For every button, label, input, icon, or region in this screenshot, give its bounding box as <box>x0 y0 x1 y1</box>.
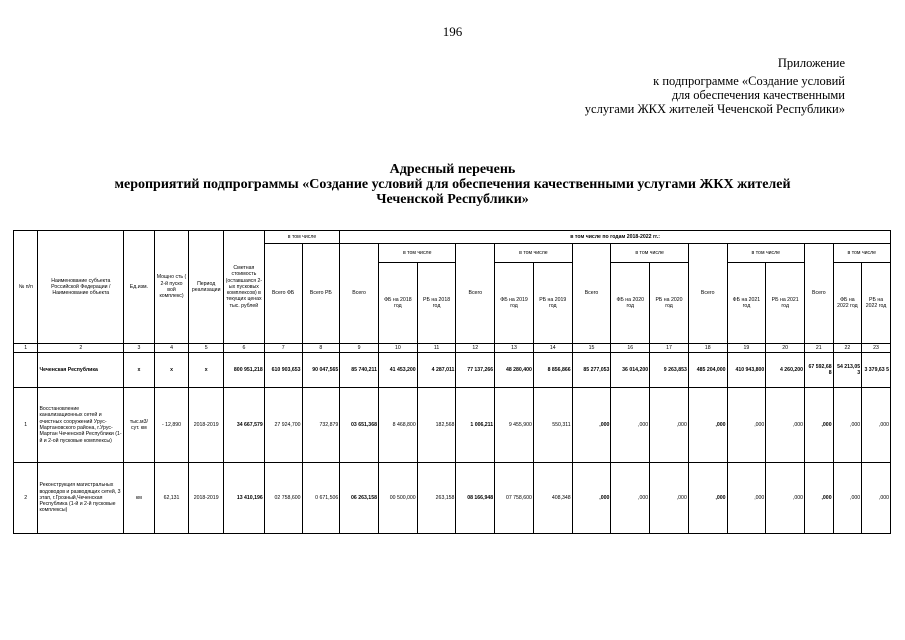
column-number: 11 <box>417 344 456 353</box>
table-cell: 0 671,506 <box>302 463 340 534</box>
table-cell: 2018-2019 <box>189 463 224 534</box>
table-cell: км <box>124 463 155 534</box>
header-incl-2021: в том числе <box>727 244 804 263</box>
column-number: 20 <box>766 344 805 353</box>
table-cell: ,000 <box>766 463 805 534</box>
header-incl: в том числе <box>264 231 339 244</box>
column-number: 9 <box>340 344 379 353</box>
appendix-line: услугами ЖКХ жителей Чеченской Республики» <box>584 102 845 116</box>
header-fb-2019: ФБ на 2019 год <box>495 263 534 344</box>
table-cell: 4 287,011 <box>417 353 456 388</box>
header-cost: Сметная стоимость (оставшаяся 2-ых пусковых комплексов) в текущих ценах тыс. рублей <box>224 231 265 344</box>
header-total-2018: Всего <box>340 244 379 344</box>
header-rb-2019: РБ на 2019 год <box>533 263 572 344</box>
column-number: 18 <box>688 344 727 353</box>
column-number-row <box>14 344 891 353</box>
table-cell: 410 943,800 <box>727 353 766 388</box>
header-rb-2018: РБ на 2018 год <box>417 263 456 344</box>
table-cell: ,000 <box>805 388 834 463</box>
table-cell: ,000 <box>611 463 650 534</box>
table-cell: ,000 <box>727 388 766 463</box>
appendix-block <box>585 56 845 116</box>
header-total-2019: Всего <box>456 244 495 344</box>
header-fb-2020: ФБ на 2020 год <box>611 263 650 344</box>
table-cell: 8 856,866 <box>533 353 572 388</box>
table-cell: 9 455,900 <box>495 388 534 463</box>
table-cell: ,000 <box>572 388 611 463</box>
table-cell: - 12,890 <box>154 388 189 463</box>
header-unit: Ед.изм. <box>124 231 155 344</box>
table-cell: 610 903,653 <box>264 353 302 388</box>
table-cell: Реконструкция магистральных водоводов и разводящих сетей, 3 этап, г.Грозный,Чеченская Республика (1-й и 2-й пусковые комплексы) <box>38 463 124 534</box>
table-cell: 62,131 <box>154 463 189 534</box>
header-years-span: в том числе по годам 2018-2022 гг.: <box>340 231 891 244</box>
table-cell: ,000 <box>862 463 891 534</box>
table-cell: 77 137,266 <box>456 353 495 388</box>
column-number: 23 <box>862 344 891 353</box>
header-incl-2018: в том числе <box>378 244 455 263</box>
appendix-title: Приложение <box>777 56 845 70</box>
table-cell: 27 924,700 <box>264 388 302 463</box>
header-total-fb: Всего ФБ <box>264 244 302 344</box>
table-cell: 263,158 <box>417 463 456 534</box>
table-cell: ,000 <box>862 388 891 463</box>
header-period: Период реализации <box>189 231 224 344</box>
header-rb-2020: РБ на 2020 год <box>650 263 689 344</box>
column-number: 6 <box>224 344 265 353</box>
header-total-2020: Всего <box>572 244 611 344</box>
header-fb-2021: ФБ на 2021 год <box>727 263 766 344</box>
table-cell: 03 651,368 <box>340 388 379 463</box>
table-cell: 08 166,948 <box>456 463 495 534</box>
table-cell: 800 951,218 <box>224 353 265 388</box>
table-cell: 4 260,200 <box>766 353 805 388</box>
header-fb-2018: ФБ на 2018 год <box>378 263 417 344</box>
header-total-2021: Всего <box>688 244 727 344</box>
document-title-line: Чеченской Республики» <box>376 192 529 207</box>
table-cell: 408,348 <box>533 463 572 534</box>
table-cell: ,000 <box>833 388 862 463</box>
header-incl-2020: в том числе <box>611 244 688 263</box>
table-row <box>14 463 891 534</box>
table-cell: тыс.м3/ сут. км <box>124 388 155 463</box>
column-number: 15 <box>572 344 611 353</box>
table-cell: 48 280,400 <box>495 353 534 388</box>
header-capacity: Мощно сть ( 2-й пуско вой комплекс) <box>154 231 189 344</box>
column-number: 21 <box>805 344 834 353</box>
table-cell: 2018-2019 <box>189 388 224 463</box>
table-cell: 13 410,196 <box>224 463 265 534</box>
column-number: 14 <box>533 344 572 353</box>
header-incl-2019: в том числе <box>495 244 572 263</box>
table-cell: ,000 <box>727 463 766 534</box>
column-number: 1 <box>14 344 38 353</box>
header-rb-2022: РБ на 2022 год <box>862 263 891 344</box>
document-title <box>60 162 845 207</box>
table-cell: 06 263,158 <box>340 463 379 534</box>
table-cell: 550,311 <box>533 388 572 463</box>
table-cell: Чеченская Республика <box>38 353 124 388</box>
table-cell: 34 667,579 <box>224 388 265 463</box>
column-number: 7 <box>264 344 302 353</box>
page-number: 196 <box>442 24 463 39</box>
table-cell: 07 758,600 <box>495 463 534 534</box>
header-total-rb: Всего РБ <box>302 244 340 344</box>
table-cell: ,000 <box>805 463 834 534</box>
column-number: 12 <box>456 344 495 353</box>
column-number: 17 <box>650 344 689 353</box>
table-cell: 02 758,600 <box>264 463 302 534</box>
table-cell <box>14 353 38 388</box>
column-number: 2 <box>38 344 124 353</box>
table-cell: х <box>154 353 189 388</box>
table-cell: 9 263,853 <box>650 353 689 388</box>
table-cell: 3 379,63 5 <box>862 353 891 388</box>
table-cell: х <box>189 353 224 388</box>
table-row <box>14 388 891 463</box>
header-fb-2022: ФБ на 2022 год <box>833 263 862 344</box>
table-cell: 67 592,68 8 <box>805 353 834 388</box>
table-cell: ,000 <box>611 388 650 463</box>
header-total-2022: Всего <box>805 244 834 344</box>
column-number: 5 <box>189 344 224 353</box>
table-cell: ,000 <box>688 388 727 463</box>
document-title-line: Адресный перечень <box>389 162 516 177</box>
column-number: 19 <box>727 344 766 353</box>
table-cell: 8 468,800 <box>378 388 417 463</box>
table-cell: 732,879 <box>302 388 340 463</box>
table-cell: ,000 <box>766 388 805 463</box>
table-cell: ,000 <box>833 463 862 534</box>
column-number: 13 <box>495 344 534 353</box>
table-cell: ,000 <box>650 463 689 534</box>
table-cell: ,000 <box>572 463 611 534</box>
table-cell: 90 047,565 <box>302 353 340 388</box>
header-num: № п/п <box>14 231 38 344</box>
table-total-row <box>14 353 891 388</box>
table-cell: ,000 <box>650 388 689 463</box>
table-cell: 485 204,000 <box>688 353 727 388</box>
table-cell: 36 014,200 <box>611 353 650 388</box>
table-cell: 182,568 <box>417 388 456 463</box>
header-name: Наименование субъекта Российской Федерации / Наименование объекта <box>38 231 124 344</box>
column-number: 16 <box>611 344 650 353</box>
table-cell: 1 006,211 <box>456 388 495 463</box>
appendix-line: к подпрограмме «Создание условий <box>653 74 845 88</box>
table-cell: 54 213,05 3 <box>833 353 862 388</box>
header-rb-2021: РБ на 2021 год <box>766 263 805 344</box>
table-cell: 2 <box>14 463 38 534</box>
appendix-line: для обеспечения качественными <box>671 88 845 102</box>
column-number: 3 <box>124 344 155 353</box>
header-row <box>14 231 891 244</box>
table-cell: 85 740,211 <box>340 353 379 388</box>
column-number: 8 <box>302 344 340 353</box>
address-list-table <box>13 230 891 534</box>
table-cell: Восстановление канализационных сетей и очистных сооружений Урус-Мартановского района, г.Урус-Мартан Чеченской Республики (1-й и 2-ой пусковые комплексы) <box>38 388 124 463</box>
column-number: 10 <box>378 344 417 353</box>
table-cell: 85 277,053 <box>572 353 611 388</box>
column-number: 22 <box>833 344 862 353</box>
header-incl-2022: в том числе <box>833 244 890 263</box>
document-title-line: мероприятий подпрограммы «Создание условий для обеспечения качественными услугами ЖКХ жителей <box>114 177 791 192</box>
table-cell: х <box>124 353 155 388</box>
table-cell: 1 <box>14 388 38 463</box>
table-cell: ,000 <box>688 463 727 534</box>
column-number: 4 <box>154 344 189 353</box>
table-cell: 00 500,000 <box>378 463 417 534</box>
table-cell: 41 453,200 <box>378 353 417 388</box>
